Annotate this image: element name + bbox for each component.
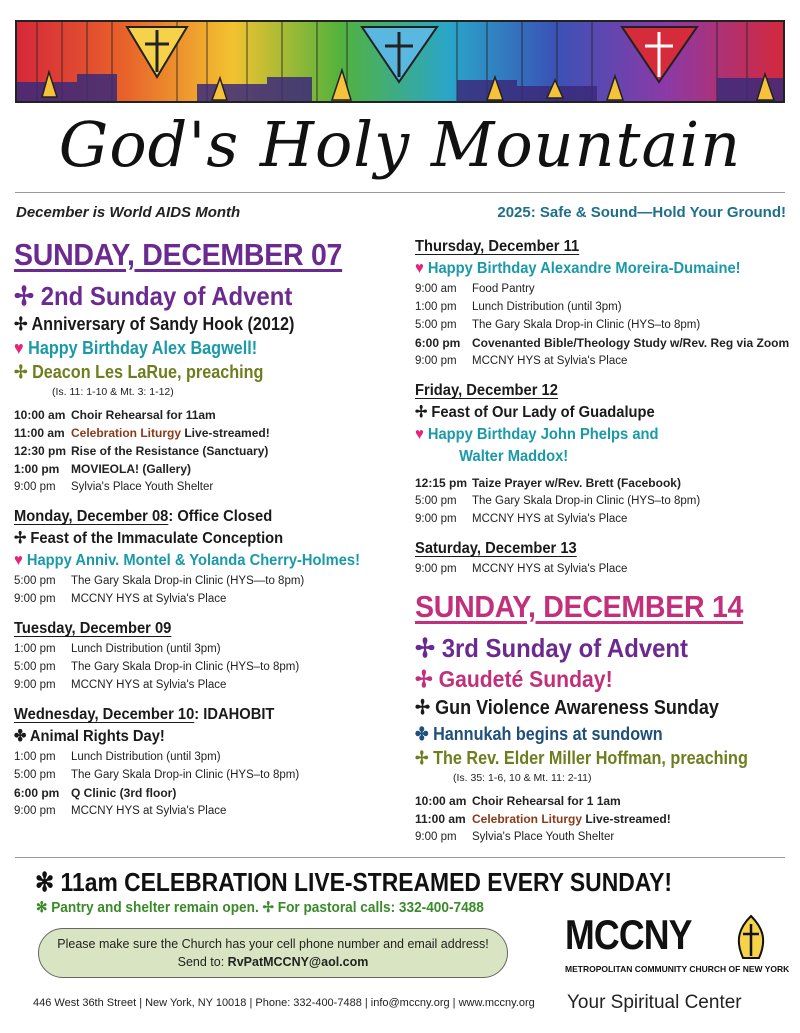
event-row xyxy=(415,474,795,492)
event-time: 9:00 pm xyxy=(415,513,457,525)
event-time: 10:00 am xyxy=(415,794,467,808)
event-text: MCCNY HYS at Sylvia's Place xyxy=(472,355,628,367)
birthday-line-2: Walter Maddox! xyxy=(459,448,569,465)
advent-3-line: ✢ 3rd Sunday of Advent xyxy=(415,633,689,663)
mccny-logo xyxy=(565,911,790,982)
stained-glass-banner xyxy=(15,20,785,103)
event-time: 9:00 pm xyxy=(14,593,56,605)
event-row xyxy=(14,442,406,460)
sandy-hook-line: ✢ Anniversary of Sandy Hook (2012) xyxy=(14,314,295,334)
event-row xyxy=(415,828,795,846)
event-time: 12:15 pm xyxy=(415,476,468,490)
logo-subtitle: METROPOLITAN COMMUNITY CHURCH OF NEW YORK xyxy=(565,964,790,974)
heart-icon: ♥ xyxy=(14,552,27,569)
event-text: Food Pantry xyxy=(472,283,535,295)
guadalupe-line: ✢ Feast of Our Lady of Guadalupe xyxy=(415,404,655,421)
event-row xyxy=(14,424,406,442)
event-row xyxy=(14,802,406,820)
event-text: Lunch Distribution (until 3pm) xyxy=(71,751,221,763)
divider xyxy=(15,192,785,193)
day-title: Thursday, December 11 xyxy=(415,238,580,255)
event-text: The Gary Skala Drop-in Clinic (HYS–to 8pm) xyxy=(472,319,701,331)
event-row xyxy=(415,510,795,528)
event-time: 9:00 pm xyxy=(14,805,56,817)
immaculate-conception-line: ✢ Feast of the Immaculate Conception xyxy=(14,530,284,547)
birthday-line xyxy=(14,336,367,360)
aids-month-note: December is World AIDS Month xyxy=(16,204,241,221)
event-row xyxy=(14,766,406,784)
event-time: 9:00 pm xyxy=(415,563,457,575)
birthday-text: Happy Birthday Alexandre Moreira-Dumaine! xyxy=(427,260,741,277)
hannukah-line: ✤ Hannukah begins at sundown xyxy=(415,724,663,744)
event-row xyxy=(14,640,406,658)
event-text: The Gary Skala Drop-in Clinic (HYS–to 8pm) xyxy=(71,661,300,673)
event-row xyxy=(415,792,795,810)
event-text: MCCNY HYS at Sylvia's Place xyxy=(472,513,628,525)
saturday-dec13-heading xyxy=(415,538,765,560)
event-text: Lunch Distribution (until 3pm) xyxy=(71,643,221,655)
day-note: : IDAHOBIT xyxy=(194,706,275,723)
animal-rights-line: ✤ Animal Rights Day! xyxy=(14,728,165,745)
event-time: 9:00 pm xyxy=(415,831,457,843)
event-row xyxy=(14,784,406,802)
footer-contact: 446 West 36th Street | New York, NY 10018 | Phone: 332-400-7488 | info@mccny.org | www.mccny.org xyxy=(33,997,535,1009)
tagline: Your Spiritual Center xyxy=(567,992,742,1013)
event-row xyxy=(14,460,406,478)
tuesday-dec09-heading xyxy=(14,618,375,640)
event-row xyxy=(14,478,406,496)
day-title: Monday, December 08 xyxy=(14,508,169,525)
event-row xyxy=(415,334,795,352)
notice-line-2 xyxy=(39,953,507,971)
gun-violence-line: ✢ Gun Violence Awareness Sunday xyxy=(415,697,719,719)
event-text: Rise of the Resistance (Sanctuary) xyxy=(71,444,269,458)
event-text: Sylvia's Place Youth Shelter xyxy=(71,481,214,493)
preaching-line: ✢ Deacon Les LaRue, preaching xyxy=(14,362,264,382)
event-row xyxy=(415,352,795,370)
event-time: 9:00 am xyxy=(415,283,457,295)
advent-2-line: ✢ 2nd Sunday of Advent xyxy=(14,281,293,311)
event-text: The Gary Skala Drop-in Clinic (HYS–to 8pm) xyxy=(71,769,300,781)
event-time: 5:00 pm xyxy=(415,319,457,331)
preaching-line: ✢ The Rev. Elder Miller Hoffman, preaching xyxy=(415,748,748,768)
event-row xyxy=(415,298,795,316)
event-time: 1:00 pm xyxy=(415,301,457,313)
pantry-note: ✻ Pantry and shelter remain open. ✢ For pastoral calls: 332-400-7488 xyxy=(36,900,484,916)
event-text: MCCNY HYS at Sylvia's Place xyxy=(472,563,628,575)
thursday-dec11-heading xyxy=(415,236,765,258)
sunday-dec14-heading: SUNDAY, DECEMBER 14 xyxy=(415,589,744,624)
event-text: The Gary Skala Drop-in Clinic (HYS—to 8pm) xyxy=(71,575,305,587)
event-text: The Gary Skala Drop-in Clinic (HYS–to 8pm) xyxy=(472,495,701,507)
birthday-text: Happy Birthday Alex Bagwell! xyxy=(28,338,258,358)
email-link[interactable]: RvPatMCCNY@aol.com xyxy=(227,955,369,969)
notice-line: Please make sure the Church has your cell phone number and email address! xyxy=(57,937,489,951)
sunday-dec07-heading: SUNDAY, DECEMBER 07 xyxy=(14,237,343,272)
event-time: 6:00 pm xyxy=(415,336,461,350)
left-column xyxy=(14,236,406,820)
birthday-line xyxy=(415,258,765,280)
event-text: MCCNY HYS at Sylvia's Place xyxy=(71,805,227,817)
heart-icon: ♥ xyxy=(14,338,29,358)
event-time: 5:00 pm xyxy=(415,495,457,507)
page-title: God's Holy Mountain xyxy=(58,108,742,181)
event-row xyxy=(14,406,406,424)
event-time: 11:00 am xyxy=(415,812,466,826)
day-title: Saturday, December 13 xyxy=(415,540,577,557)
flame-cross-icon xyxy=(733,914,769,962)
event-text: Covenanted Bible/Theology Study w/Rev. Reg via Zoom xyxy=(472,336,790,350)
event-text: MCCNY HYS at Sylvia's Place xyxy=(71,593,227,605)
event-text: Choir Rehearsal for 1 1am xyxy=(472,794,621,808)
celebration-liturgy-link[interactable]: Celebration Liturgy xyxy=(472,812,583,826)
event-text: Q Clinic (3rd floor) xyxy=(71,786,177,800)
event-time: 11:00 am xyxy=(14,426,65,440)
stained-glass-art xyxy=(17,22,785,103)
day-note: : Office Closed xyxy=(168,508,273,525)
event-time: 9:00 pm xyxy=(14,481,56,493)
event-time: 1:00 pm xyxy=(14,643,56,655)
notice-label: Send to: xyxy=(177,955,228,969)
scripture-reading: (Is. 35: 1-6, 10 & Mt. 11: 2-11) xyxy=(453,772,592,784)
divider xyxy=(15,857,785,858)
event-row xyxy=(415,280,795,298)
event-text: Choir Rehearsal for 11am xyxy=(71,408,216,422)
event-time: 5:00 pm xyxy=(14,575,56,587)
logo-wordmark: MCCNY xyxy=(565,911,692,958)
contact-notice xyxy=(38,928,508,978)
theme-tagline: 2025: Safe & Sound—Hold Your Ground! xyxy=(497,204,786,221)
birthday-line xyxy=(415,424,765,446)
event-text: MOVIEOLA! (Gallery) xyxy=(71,462,192,476)
event-text: Sylvia's Place Youth Shelter xyxy=(472,831,615,843)
gaudete-line: ✢ Gaudeté Sunday! xyxy=(415,666,613,692)
day-title: Wednesday, December 10 xyxy=(14,706,195,723)
event-time: 5:00 pm xyxy=(14,769,56,781)
event-row xyxy=(415,316,795,334)
event-row xyxy=(14,572,406,590)
celebration-liturgy-link[interactable]: Celebration Liturgy xyxy=(71,426,182,440)
scripture-reading: (Is. 11: 1-10 & Mt. 3: 1-12) xyxy=(52,386,174,398)
event-text: Live-streamed! xyxy=(181,426,270,440)
event-time: 1:00 pm xyxy=(14,751,56,763)
anniversary-line xyxy=(14,550,375,572)
day-title: Friday, December 12 xyxy=(415,382,558,399)
event-row xyxy=(415,560,795,578)
anniversary-text: Happy Anniv. Montel & Yolanda Cherry-Holmes! xyxy=(26,552,360,569)
day-title: Tuesday, December 09 xyxy=(14,620,172,637)
event-time: 9:00 pm xyxy=(14,679,56,691)
livestream-banner: ✻ 11am CELEBRATION LIVE-STREAMED EVERY SUNDAY! xyxy=(35,867,673,897)
event-time: 6:00 pm xyxy=(14,786,60,800)
heart-icon: ♥ xyxy=(415,260,428,277)
event-text: Lunch Distribution (until 3pm) xyxy=(472,301,622,313)
event-text: Live-streamed! xyxy=(582,812,671,826)
event-row xyxy=(415,492,795,510)
heart-icon: ♥ xyxy=(415,426,428,443)
event-row xyxy=(415,810,795,828)
event-time: 10:00 am xyxy=(14,408,66,422)
event-text: MCCNY HYS at Sylvia's Place xyxy=(71,679,227,691)
wednesday-dec10-heading xyxy=(14,704,375,726)
monday-dec08-heading xyxy=(14,506,375,528)
event-time: 1:00 pm xyxy=(14,462,60,476)
right-column xyxy=(415,236,795,846)
event-time: 5:00 pm xyxy=(14,661,56,673)
event-row xyxy=(14,748,406,766)
event-time: 12:30 pm xyxy=(14,444,67,458)
event-text: Taize Prayer w/Rev. Brett (Facebook) xyxy=(472,476,681,490)
birthday-text: Happy Birthday John Phelps and xyxy=(427,426,659,443)
event-row xyxy=(14,676,406,694)
event-row xyxy=(14,590,406,608)
friday-dec12-heading xyxy=(415,380,765,402)
event-time: 9:00 pm xyxy=(415,355,457,367)
event-row xyxy=(14,658,406,676)
